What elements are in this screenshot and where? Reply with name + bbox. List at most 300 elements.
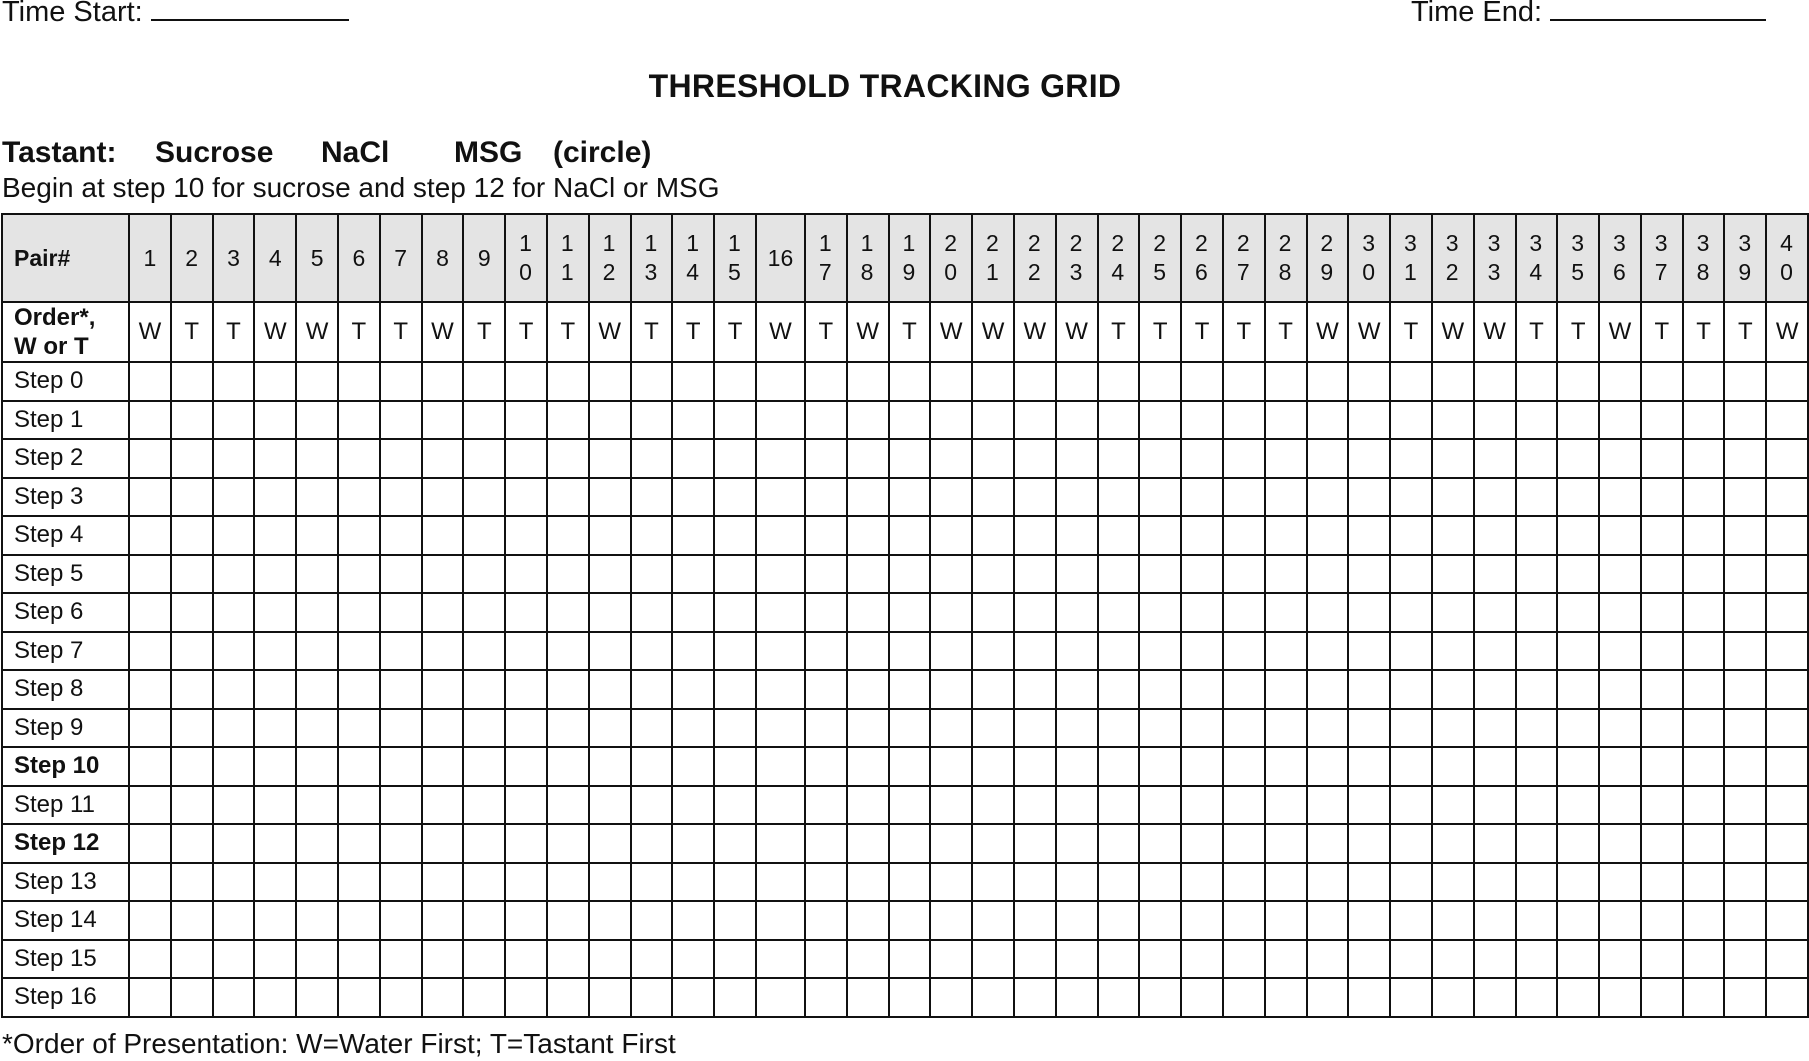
response-cell[interactable] (422, 670, 464, 709)
response-cell[interactable] (171, 555, 213, 594)
response-cell[interactable] (1223, 401, 1265, 440)
response-cell[interactable] (1307, 670, 1349, 709)
response-cell[interactable] (422, 901, 464, 940)
response-cell[interactable] (505, 478, 547, 517)
response-cell[interactable] (1223, 670, 1265, 709)
response-cell[interactable] (129, 516, 171, 555)
response-cell[interactable] (1265, 632, 1307, 671)
response-cell[interactable] (422, 593, 464, 632)
response-cell[interactable] (129, 747, 171, 786)
response-cell[interactable] (213, 940, 255, 979)
response-cell[interactable] (213, 593, 255, 632)
response-cell[interactable] (1307, 593, 1349, 632)
response-cell[interactable] (1098, 362, 1140, 401)
response-cell[interactable] (463, 747, 505, 786)
response-cell[interactable] (1432, 478, 1474, 517)
response-cell[interactable] (1432, 747, 1474, 786)
response-cell[interactable] (1516, 670, 1558, 709)
response-cell[interactable] (1432, 632, 1474, 671)
response-cell[interactable] (1766, 555, 1808, 594)
response-cell[interactable] (171, 362, 213, 401)
response-cell[interactable] (1766, 401, 1808, 440)
response-cell[interactable] (338, 632, 380, 671)
response-cell[interactable] (1599, 863, 1641, 902)
response-cell[interactable] (1641, 593, 1683, 632)
response-cell[interactable] (254, 824, 296, 863)
response-cell[interactable] (1098, 439, 1140, 478)
response-cell[interactable] (589, 362, 631, 401)
response-cell[interactable] (1265, 940, 1307, 979)
response-cell[interactable] (714, 632, 756, 671)
response-cell[interactable] (714, 593, 756, 632)
response-cell[interactable] (1683, 863, 1725, 902)
response-cell[interactable] (547, 439, 589, 478)
response-cell[interactable] (1307, 863, 1349, 902)
response-cell[interactable] (889, 786, 931, 825)
response-cell[interactable] (1098, 824, 1140, 863)
response-cell[interactable] (547, 901, 589, 940)
response-cell[interactable] (1599, 901, 1641, 940)
response-cell[interactable] (930, 632, 972, 671)
response-cell[interactable] (1599, 824, 1641, 863)
response-cell[interactable] (972, 555, 1014, 594)
response-cell[interactable] (171, 786, 213, 825)
response-cell[interactable] (171, 401, 213, 440)
response-cell[interactable] (1683, 670, 1725, 709)
response-cell[interactable] (505, 439, 547, 478)
response-cell[interactable] (631, 593, 673, 632)
response-cell[interactable] (1516, 516, 1558, 555)
response-cell[interactable] (1348, 709, 1390, 748)
response-cell[interactable] (1766, 863, 1808, 902)
response-cell[interactable] (930, 747, 972, 786)
response-cell[interactable] (1724, 670, 1766, 709)
response-cell[interactable] (463, 786, 505, 825)
response-cell[interactable] (338, 555, 380, 594)
response-cell[interactable] (296, 709, 338, 748)
response-cell[interactable] (338, 824, 380, 863)
response-cell[interactable] (422, 786, 464, 825)
response-cell[interactable] (1474, 593, 1516, 632)
response-cell[interactable] (889, 709, 931, 748)
response-cell[interactable] (463, 439, 505, 478)
response-cell[interactable] (1348, 747, 1390, 786)
response-cell[interactable] (1181, 978, 1223, 1017)
response-cell[interactable] (672, 362, 714, 401)
response-cell[interactable] (972, 863, 1014, 902)
response-cell[interactable] (1098, 901, 1140, 940)
response-cell[interactable] (1766, 824, 1808, 863)
response-cell[interactable] (505, 901, 547, 940)
response-cell[interactable] (972, 401, 1014, 440)
response-cell[interactable] (463, 401, 505, 440)
response-cell[interactable] (589, 824, 631, 863)
response-cell[interactable] (380, 362, 422, 401)
response-cell[interactable] (1139, 824, 1181, 863)
response-cell[interactable] (1390, 555, 1432, 594)
response-cell[interactable] (1557, 516, 1599, 555)
response-cell[interactable] (1766, 593, 1808, 632)
response-cell[interactable] (589, 786, 631, 825)
response-cell[interactable] (1766, 978, 1808, 1017)
response-cell[interactable] (1348, 786, 1390, 825)
response-cell[interactable] (1181, 863, 1223, 902)
response-cell[interactable] (930, 362, 972, 401)
response-cell[interactable] (1014, 709, 1056, 748)
response-cell[interactable] (805, 632, 847, 671)
response-cell[interactable] (756, 439, 805, 478)
response-cell[interactable] (1432, 593, 1474, 632)
response-cell[interactable] (129, 901, 171, 940)
response-cell[interactable] (338, 978, 380, 1017)
response-cell[interactable] (1557, 401, 1599, 440)
response-cell[interactable] (1181, 478, 1223, 517)
response-cell[interactable] (1139, 593, 1181, 632)
response-cell[interactable] (1683, 516, 1725, 555)
response-cell[interactable] (547, 786, 589, 825)
response-cell[interactable] (847, 555, 889, 594)
response-cell[interactable] (756, 747, 805, 786)
response-cell[interactable] (1390, 401, 1432, 440)
response-cell[interactable] (805, 747, 847, 786)
response-cell[interactable] (1014, 901, 1056, 940)
response-cell[interactable] (1516, 824, 1558, 863)
response-cell[interactable] (1014, 439, 1056, 478)
response-cell[interactable] (1724, 439, 1766, 478)
response-cell[interactable] (463, 824, 505, 863)
response-cell[interactable] (1474, 478, 1516, 517)
response-cell[interactable] (254, 863, 296, 902)
response-cell[interactable] (1724, 709, 1766, 748)
response-cell[interactable] (972, 709, 1014, 748)
response-cell[interactable] (1181, 709, 1223, 748)
response-cell[interactable] (847, 901, 889, 940)
response-cell[interactable] (889, 555, 931, 594)
response-cell[interactable] (254, 439, 296, 478)
response-cell[interactable] (1432, 863, 1474, 902)
response-cell[interactable] (296, 863, 338, 902)
response-cell[interactable] (213, 516, 255, 555)
response-cell[interactable] (254, 747, 296, 786)
response-cell[interactable] (422, 709, 464, 748)
response-cell[interactable] (756, 593, 805, 632)
response-cell[interactable] (672, 632, 714, 671)
response-cell[interactable] (1724, 516, 1766, 555)
response-cell[interactable] (1056, 709, 1098, 748)
response-cell[interactable] (1265, 978, 1307, 1017)
response-cell[interactable] (213, 401, 255, 440)
response-cell[interactable] (1557, 670, 1599, 709)
response-cell[interactable] (380, 786, 422, 825)
response-cell[interactable] (1557, 439, 1599, 478)
response-cell[interactable] (380, 439, 422, 478)
response-cell[interactable] (1724, 401, 1766, 440)
response-cell[interactable] (547, 670, 589, 709)
response-cell[interactable] (972, 478, 1014, 517)
response-cell[interactable] (847, 478, 889, 517)
response-cell[interactable] (672, 747, 714, 786)
response-cell[interactable] (463, 362, 505, 401)
response-cell[interactable] (589, 516, 631, 555)
response-cell[interactable] (889, 940, 931, 979)
response-cell[interactable] (1098, 940, 1140, 979)
response-cell[interactable] (1348, 940, 1390, 979)
response-cell[interactable] (1265, 709, 1307, 748)
response-cell[interactable] (1724, 555, 1766, 594)
response-cell[interactable] (547, 978, 589, 1017)
response-cell[interactable] (1474, 786, 1516, 825)
response-cell[interactable] (1223, 786, 1265, 825)
response-cell[interactable] (805, 439, 847, 478)
tastant-option-msg[interactable]: MSG (454, 136, 523, 169)
response-cell[interactable] (1139, 863, 1181, 902)
response-cell[interactable] (1474, 362, 1516, 401)
response-cell[interactable] (547, 401, 589, 440)
response-cell[interactable] (1474, 978, 1516, 1017)
response-cell[interactable] (1390, 362, 1432, 401)
response-cell[interactable] (1432, 516, 1474, 555)
response-cell[interactable] (1014, 516, 1056, 555)
response-cell[interactable] (547, 632, 589, 671)
response-cell[interactable] (1181, 670, 1223, 709)
response-cell[interactable] (1265, 401, 1307, 440)
response-cell[interactable] (714, 709, 756, 748)
response-cell[interactable] (171, 670, 213, 709)
response-cell[interactable] (1098, 593, 1140, 632)
response-cell[interactable] (380, 401, 422, 440)
response-cell[interactable] (672, 709, 714, 748)
response-cell[interactable] (631, 747, 673, 786)
response-cell[interactable] (1474, 901, 1516, 940)
response-cell[interactable] (1432, 555, 1474, 594)
response-cell[interactable] (296, 901, 338, 940)
response-cell[interactable] (1599, 439, 1641, 478)
response-cell[interactable] (1557, 478, 1599, 517)
response-cell[interactable] (338, 747, 380, 786)
response-cell[interactable] (380, 978, 422, 1017)
response-cell[interactable] (463, 940, 505, 979)
response-cell[interactable] (1641, 786, 1683, 825)
response-cell[interactable] (296, 593, 338, 632)
response-cell[interactable] (930, 940, 972, 979)
response-cell[interactable] (1181, 362, 1223, 401)
response-cell[interactable] (380, 901, 422, 940)
response-cell[interactable] (1139, 555, 1181, 594)
response-cell[interactable] (505, 786, 547, 825)
response-cell[interactable] (631, 670, 673, 709)
response-cell[interactable] (1139, 439, 1181, 478)
response-cell[interactable] (1599, 516, 1641, 555)
response-cell[interactable] (1641, 940, 1683, 979)
response-cell[interactable] (672, 824, 714, 863)
response-cell[interactable] (254, 401, 296, 440)
response-cell[interactable] (847, 632, 889, 671)
response-cell[interactable] (296, 555, 338, 594)
response-cell[interactable] (1307, 747, 1349, 786)
response-cell[interactable] (714, 978, 756, 1017)
response-cell[interactable] (672, 516, 714, 555)
response-cell[interactable] (254, 478, 296, 517)
response-cell[interactable] (1766, 670, 1808, 709)
response-cell[interactable] (889, 670, 931, 709)
response-cell[interactable] (1265, 439, 1307, 478)
response-cell[interactable] (1139, 670, 1181, 709)
response-cell[interactable] (847, 362, 889, 401)
response-cell[interactable] (1683, 786, 1725, 825)
response-cell[interactable] (889, 401, 931, 440)
response-cell[interactable] (847, 516, 889, 555)
response-cell[interactable] (505, 747, 547, 786)
response-cell[interactable] (1599, 555, 1641, 594)
response-cell[interactable] (756, 786, 805, 825)
response-cell[interactable] (1139, 516, 1181, 555)
response-cell[interactable] (1139, 632, 1181, 671)
response-cell[interactable] (1766, 516, 1808, 555)
response-cell[interactable] (589, 747, 631, 786)
response-cell[interactable] (1724, 747, 1766, 786)
response-cell[interactable] (972, 593, 1014, 632)
response-cell[interactable] (1139, 478, 1181, 517)
response-cell[interactable] (1223, 555, 1265, 594)
response-cell[interactable] (1683, 824, 1725, 863)
response-cell[interactable] (1307, 516, 1349, 555)
response-cell[interactable] (1474, 940, 1516, 979)
response-cell[interactable] (805, 401, 847, 440)
response-cell[interactable] (714, 439, 756, 478)
response-cell[interactable] (1181, 439, 1223, 478)
response-cell[interactable] (547, 709, 589, 748)
response-cell[interactable] (254, 901, 296, 940)
response-cell[interactable] (1223, 747, 1265, 786)
response-cell[interactable] (1014, 593, 1056, 632)
response-cell[interactable] (1098, 632, 1140, 671)
response-cell[interactable] (1516, 940, 1558, 979)
response-cell[interactable] (1766, 362, 1808, 401)
response-cell[interactable] (1056, 670, 1098, 709)
response-cell[interactable] (1265, 593, 1307, 632)
response-cell[interactable] (889, 478, 931, 517)
response-cell[interactable] (463, 670, 505, 709)
response-cell[interactable] (505, 362, 547, 401)
response-cell[interactable] (1390, 747, 1432, 786)
response-cell[interactable] (930, 593, 972, 632)
response-cell[interactable] (338, 670, 380, 709)
response-cell[interactable] (380, 555, 422, 594)
response-cell[interactable] (1516, 709, 1558, 748)
response-cell[interactable] (1139, 978, 1181, 1017)
response-cell[interactable] (714, 863, 756, 902)
response-cell[interactable] (589, 940, 631, 979)
response-cell[interactable] (805, 478, 847, 517)
response-cell[interactable] (1516, 439, 1558, 478)
response-cell[interactable] (213, 362, 255, 401)
response-cell[interactable] (631, 901, 673, 940)
response-cell[interactable] (930, 439, 972, 478)
response-cell[interactable] (296, 362, 338, 401)
response-cell[interactable] (1474, 439, 1516, 478)
response-cell[interactable] (1223, 863, 1265, 902)
response-cell[interactable] (714, 901, 756, 940)
response-cell[interactable] (1599, 709, 1641, 748)
response-cell[interactable] (805, 901, 847, 940)
response-cell[interactable] (1348, 593, 1390, 632)
response-cell[interactable] (756, 516, 805, 555)
response-cell[interactable] (1766, 786, 1808, 825)
response-cell[interactable] (1098, 978, 1140, 1017)
response-cell[interactable] (1390, 824, 1432, 863)
response-cell[interactable] (1724, 786, 1766, 825)
response-cell[interactable] (1432, 401, 1474, 440)
response-cell[interactable] (1683, 709, 1725, 748)
response-cell[interactable] (631, 632, 673, 671)
response-cell[interactable] (1599, 670, 1641, 709)
response-cell[interactable] (589, 978, 631, 1017)
response-cell[interactable] (805, 824, 847, 863)
response-cell[interactable] (1474, 747, 1516, 786)
response-cell[interactable] (1557, 632, 1599, 671)
response-cell[interactable] (631, 863, 673, 902)
response-cell[interactable] (847, 824, 889, 863)
response-cell[interactable] (1557, 786, 1599, 825)
response-cell[interactable] (756, 824, 805, 863)
response-cell[interactable] (805, 863, 847, 902)
response-cell[interactable] (1348, 670, 1390, 709)
response-cell[interactable] (338, 401, 380, 440)
response-cell[interactable] (1265, 516, 1307, 555)
response-cell[interactable] (1557, 863, 1599, 902)
response-cell[interactable] (547, 362, 589, 401)
response-cell[interactable] (463, 632, 505, 671)
response-cell[interactable] (1474, 824, 1516, 863)
response-cell[interactable] (171, 901, 213, 940)
response-cell[interactable] (1432, 709, 1474, 748)
response-cell[interactable] (380, 824, 422, 863)
response-cell[interactable] (1348, 863, 1390, 902)
response-cell[interactable] (171, 439, 213, 478)
response-cell[interactable] (889, 439, 931, 478)
response-cell[interactable] (1557, 593, 1599, 632)
response-cell[interactable] (1516, 362, 1558, 401)
response-cell[interactable] (505, 670, 547, 709)
response-cell[interactable] (972, 940, 1014, 979)
response-cell[interactable] (1474, 516, 1516, 555)
response-cell[interactable] (930, 709, 972, 748)
response-cell[interactable] (1557, 709, 1599, 748)
response-cell[interactable] (1181, 593, 1223, 632)
response-cell[interactable] (1056, 824, 1098, 863)
response-cell[interactable] (1599, 978, 1641, 1017)
response-cell[interactable] (972, 670, 1014, 709)
response-cell[interactable] (972, 439, 1014, 478)
response-cell[interactable] (889, 362, 931, 401)
response-cell[interactable] (254, 632, 296, 671)
response-cell[interactable] (1265, 362, 1307, 401)
response-cell[interactable] (1098, 747, 1140, 786)
response-cell[interactable] (1348, 439, 1390, 478)
response-cell[interactable] (1599, 747, 1641, 786)
response-cell[interactable] (1307, 555, 1349, 594)
response-cell[interactable] (547, 478, 589, 517)
response-cell[interactable] (1766, 747, 1808, 786)
response-cell[interactable] (1641, 401, 1683, 440)
response-cell[interactable] (1390, 901, 1432, 940)
response-cell[interactable] (463, 863, 505, 902)
response-cell[interactable] (380, 709, 422, 748)
response-cell[interactable] (129, 940, 171, 979)
response-cell[interactable] (756, 478, 805, 517)
response-cell[interactable] (213, 709, 255, 748)
response-cell[interactable] (1223, 901, 1265, 940)
